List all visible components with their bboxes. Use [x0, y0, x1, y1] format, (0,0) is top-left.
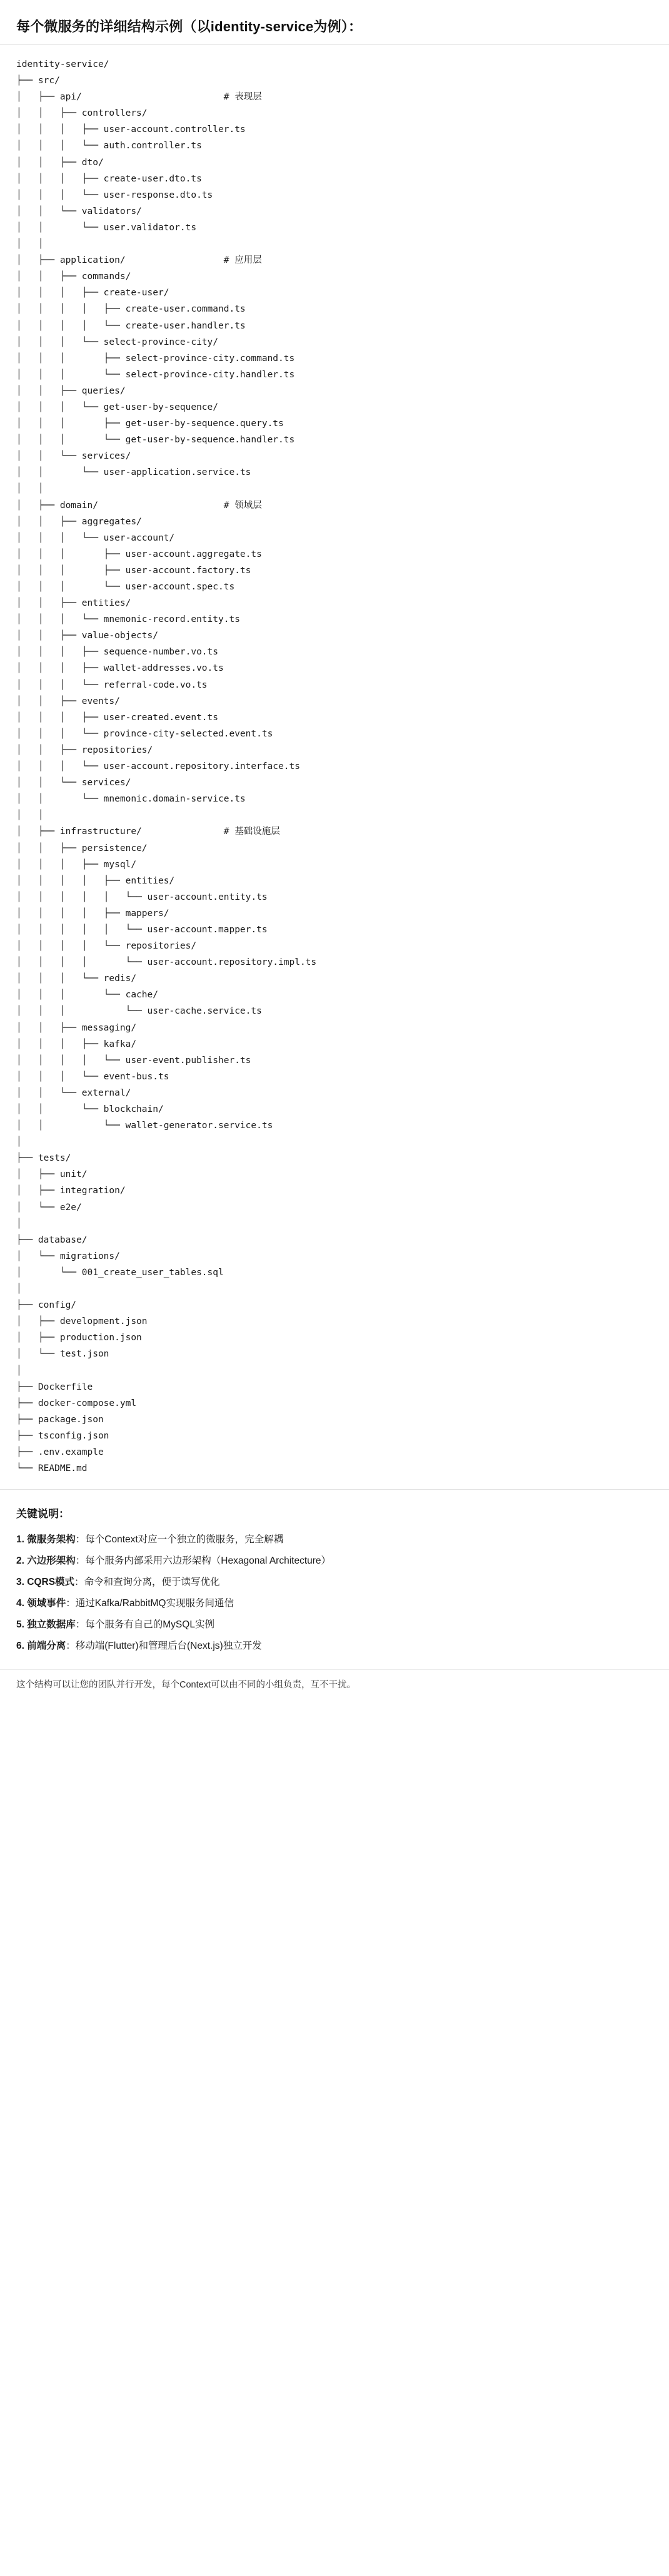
tree-line: ├── .env.example — [16, 1447, 104, 1457]
note-text: ：每个服务内部采用六边形架构（Hexagonal Architecture） — [75, 1555, 331, 1567]
tree-line: │ — [16, 1218, 22, 1229]
tree-line: │ │ │ ├── user-account.controller.ts — [16, 125, 246, 135]
tree-line: │ │ │ └── select-province-city.handler.ts — [16, 369, 295, 380]
tree-line: │ │ │ └── event-bus.ts — [16, 1071, 169, 1082]
tree-line: │ │ │ ├── kafka/ — [16, 1039, 137, 1049]
tree-line: │ │ │ └── cache/ — [16, 990, 158, 1000]
tree-line: │ │ │ │ └── create-user.handler.ts — [16, 320, 246, 331]
tree-line: │ │ │ └── mnemonic-record.entity.ts — [16, 614, 240, 625]
tree-line: │ ├── domain/ # 领域层 — [16, 500, 262, 511]
note-key: 领域事件 — [27, 1598, 66, 1609]
note-text: ：每个Context对应一个独立的微服务，完全解耦 — [75, 1534, 284, 1545]
tree-line: │ │ │ └── get-user-by-sequence/ — [16, 402, 219, 412]
tree-line: │ │ │ │ ├── create-user.command.ts — [16, 304, 246, 315]
tree-line: │ │ │ └── province-city-selected.event.ts — [16, 728, 273, 739]
tree-line: │ │ │ ├── user-account.aggregate.ts — [16, 549, 262, 559]
tree-line: │ │ │ └── user-account/ — [16, 532, 175, 543]
note-number: 1. — [16, 1534, 24, 1545]
tree-line: │ │ │ └── redis/ — [16, 974, 137, 984]
directory-tree — [0, 45, 669, 1489]
tree-line: │ │ ├── entities/ — [16, 598, 131, 609]
tree-line: │ │ │ └── user-account.repository.interface.ts — [16, 761, 300, 772]
tree-line: │ │ │ │ └── user-event.publisher.ts — [16, 1055, 251, 1066]
tree-line: │ ├── infrastructure/ # 基础设施层 — [16, 827, 280, 837]
note-item — [16, 1572, 653, 1593]
tree-line: ├── database/ — [16, 1235, 88, 1245]
tree-line: │ │ │ ├── select-province-city.command.ts — [16, 353, 295, 364]
tree-line: │ │ │ └── user-account.spec.ts — [16, 582, 235, 592]
tree-line: │ │ └── mnemonic.domain-service.ts — [16, 794, 246, 805]
tree-line: │ │ └── blockchain/ — [16, 1104, 164, 1114]
note-number: 2. — [16, 1555, 24, 1567]
note-number: 5. — [16, 1619, 24, 1631]
tree-line: │ │ │ ├── get-user-by-sequence.query.ts — [16, 419, 284, 429]
note-key: 微服务架构 — [27, 1534, 76, 1545]
tree-line: │ ├── production.json — [16, 1333, 142, 1343]
tree-line: ├── tests/ — [16, 1153, 71, 1164]
tree-line: │ │ └── services/ — [16, 451, 131, 462]
tree-line: │ │ ├── events/ — [16, 696, 120, 706]
tree-line: │ │ └── external/ — [16, 1087, 131, 1098]
tree-line: │ └── e2e/ — [16, 1202, 82, 1213]
tree-line: │ ├── development.json — [16, 1316, 148, 1327]
tree-line: │ │ │ └── get-user-by-sequence.handler.ts — [16, 435, 295, 445]
tree-line: │ │ │ ├── mysql/ — [16, 859, 137, 870]
note-item — [16, 1593, 653, 1614]
footer-note: 这个结构可以让您的团队并行开发，每个Context可以由不同的小组负责，互不干扰。 — [0, 1669, 669, 1707]
note-key: 前端分离 — [27, 1641, 66, 1652]
tree-line: │ │ │ ├── user-created.event.ts — [16, 712, 219, 723]
note-number: 3. — [16, 1577, 24, 1588]
tree-line: │ └── 001_create_user_tables.sql — [16, 1267, 224, 1278]
tree-line: ├── src/ — [16, 76, 60, 86]
tree-line: │ │ │ ├── create-user/ — [16, 288, 169, 298]
notes-section — [0, 1490, 669, 1662]
tree-line: ├── docker-compose.yml — [16, 1398, 137, 1408]
note-key: 六边形架构 — [27, 1555, 76, 1567]
tree-line: │ │ ├── controllers/ — [16, 108, 148, 119]
tree-line: │ │ ├── persistence/ — [16, 843, 148, 853]
tree-line: └── README.md — [16, 1464, 88, 1474]
note-text: ：通过Kafka/RabbitMQ实现服务间通信 — [66, 1598, 234, 1609]
tree-line: │ │ ├── dto/ — [16, 157, 104, 168]
tree-line: ├── tsconfig.json — [16, 1430, 109, 1441]
tree-line: │ │ │ ├── wallet-addresses.vo.ts — [16, 663, 224, 674]
note-text: ：命令和查询分离，便于读写优化 — [74, 1577, 220, 1588]
page-title: 每个微服务的详细结构示例（以identity-service为例）： — [16, 19, 363, 34]
tree-line: │ │ │ └── auth.controller.ts — [16, 141, 202, 151]
tree-line: │ │ └── validators/ — [16, 206, 142, 216]
tree-line: │ │ ├── aggregates/ — [16, 516, 142, 527]
note-item — [16, 1614, 653, 1636]
tree-line: │ └── test.json — [16, 1349, 109, 1360]
tree-line: │ │ ├── queries/ — [16, 385, 126, 396]
tree-line: │ │ │ │ └── repositories/ — [16, 941, 197, 952]
tree-line: │ — [16, 1365, 22, 1376]
tree-line: │ │ ├── messaging/ — [16, 1022, 137, 1033]
tree-line: │ ├── application/ # 应用层 — [16, 255, 262, 266]
tree-line: ├── config/ — [16, 1300, 77, 1311]
tree-line: │ │ └── user-application.service.ts — [16, 467, 251, 478]
tree-line: │ │ — [16, 239, 44, 250]
tree-line: │ │ ├── commands/ — [16, 272, 131, 282]
tree-line: │ │ │ ├── sequence-number.vo.ts — [16, 647, 219, 658]
tree-line: │ │ │ │ └── user-account.repository.impl.ts — [16, 957, 317, 968]
note-key: 独立数据库 — [27, 1619, 76, 1631]
tree-line: │ │ └── user.validator.ts — [16, 222, 197, 233]
note-item — [16, 1550, 653, 1572]
tree-line: │ │ — [16, 810, 44, 821]
note-text: ：每个服务有自己的MySQL实例 — [75, 1619, 214, 1631]
notes-list — [16, 1529, 653, 1657]
tree-line: ├── package.json — [16, 1414, 104, 1425]
tree-line: │ ├── integration/ — [16, 1186, 126, 1196]
tree-line: │ │ — [16, 484, 44, 494]
tree-line: │ │ │ └── select-province-city/ — [16, 337, 219, 347]
tree-line: identity-service/ — [16, 59, 109, 69]
tree-line: │ │ └── services/ — [16, 778, 131, 788]
tree-line: │ │ ├── repositories/ — [16, 745, 153, 755]
note-item — [16, 1636, 653, 1657]
tree-line: │ ├── unit/ — [16, 1169, 88, 1180]
tree-line: │ — [16, 1284, 22, 1295]
note-text: ：移动端(Flutter)和管理后台(Next.js)独立开发 — [66, 1641, 262, 1652]
note-number: 4. — [16, 1598, 24, 1609]
tree-line: │ │ │ ├── create-user.dto.ts — [16, 173, 202, 184]
note-key: CQRS模式 — [27, 1577, 75, 1588]
tree-line: │ — [16, 1137, 22, 1148]
tree-line: │ ├── api/ # 表现层 — [16, 92, 262, 103]
tree-line: │ │ ├── value-objects/ — [16, 631, 158, 641]
notes-title: 关键说明： — [16, 1508, 69, 1520]
tree-line: │ │ └── wallet-generator.service.ts — [16, 1121, 273, 1131]
note-item — [16, 1529, 653, 1550]
tree-line: │ │ │ └── user-response.dto.ts — [16, 190, 213, 200]
tree-line: │ │ │ └── user-cache.service.ts — [16, 1006, 262, 1017]
tree-line: ├── Dockerfile — [16, 1382, 93, 1392]
tree-line: │ │ │ │ │ └── user-account.mapper.ts — [16, 924, 268, 935]
tree-line: │ │ │ │ ├── entities/ — [16, 875, 175, 886]
tree-line: │ └── migrations/ — [16, 1251, 120, 1261]
tree-line: │ │ │ ├── user-account.factory.ts — [16, 565, 251, 576]
tree-line: │ │ │ │ ├── mappers/ — [16, 908, 169, 919]
tree-line: │ │ │ └── referral-code.vo.ts — [16, 680, 208, 690]
tree-line: │ │ │ │ │ └── user-account.entity.ts — [16, 892, 268, 902]
note-number: 6. — [16, 1641, 24, 1652]
